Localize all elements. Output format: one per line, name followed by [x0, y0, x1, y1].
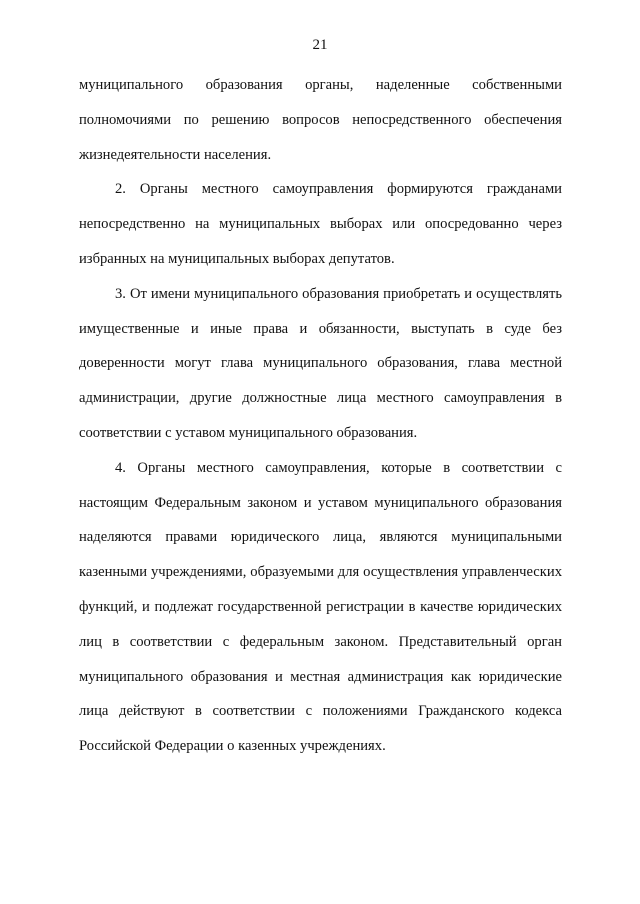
paragraph-item-4: 4. Органы местного самоуправления, которые в соответствии с настоящим Федеральным законом и уставом муниципального образования наделяются правами юридического лица, являются муниципальными казенными учреждениями, образуемыми для осуществления управленческих функций, и подлежат государственной регистрации в качестве юридических лиц в соответствии с федеральным законом. Представительный орган муниципального образования и местная администрация как юридические лица действуют в соответствии с положениями Гражданского кодекса Российской Федерации о казенных учреждениях.	[79, 459, 562, 755]
page-number: 21	[312, 37, 328, 53]
document-body	[79, 68, 562, 764]
paragraph-item-2: 2. Органы местного самоуправления формируются гражданами непосредственно на муниципальных выборах или опосредованно через избранных на муниципальных выборах депутатов.	[79, 181, 562, 267]
paragraph-item-3: 3. От имени муниципального образования приобретать и осуществлять имущественные и иные права и обязанности, выступать в суде без доверенности могут глава муниципального образования, глава местной администрации, другие должностные лица местного самоуправления в соответствии с уставом муниципального образования.	[79, 285, 562, 441]
paragraph-continuation: муниципального образования органы, наделенные собственными полномочиями по решению вопросов непосредственного обеспечения жизнедеятельности населения.	[79, 77, 562, 163]
